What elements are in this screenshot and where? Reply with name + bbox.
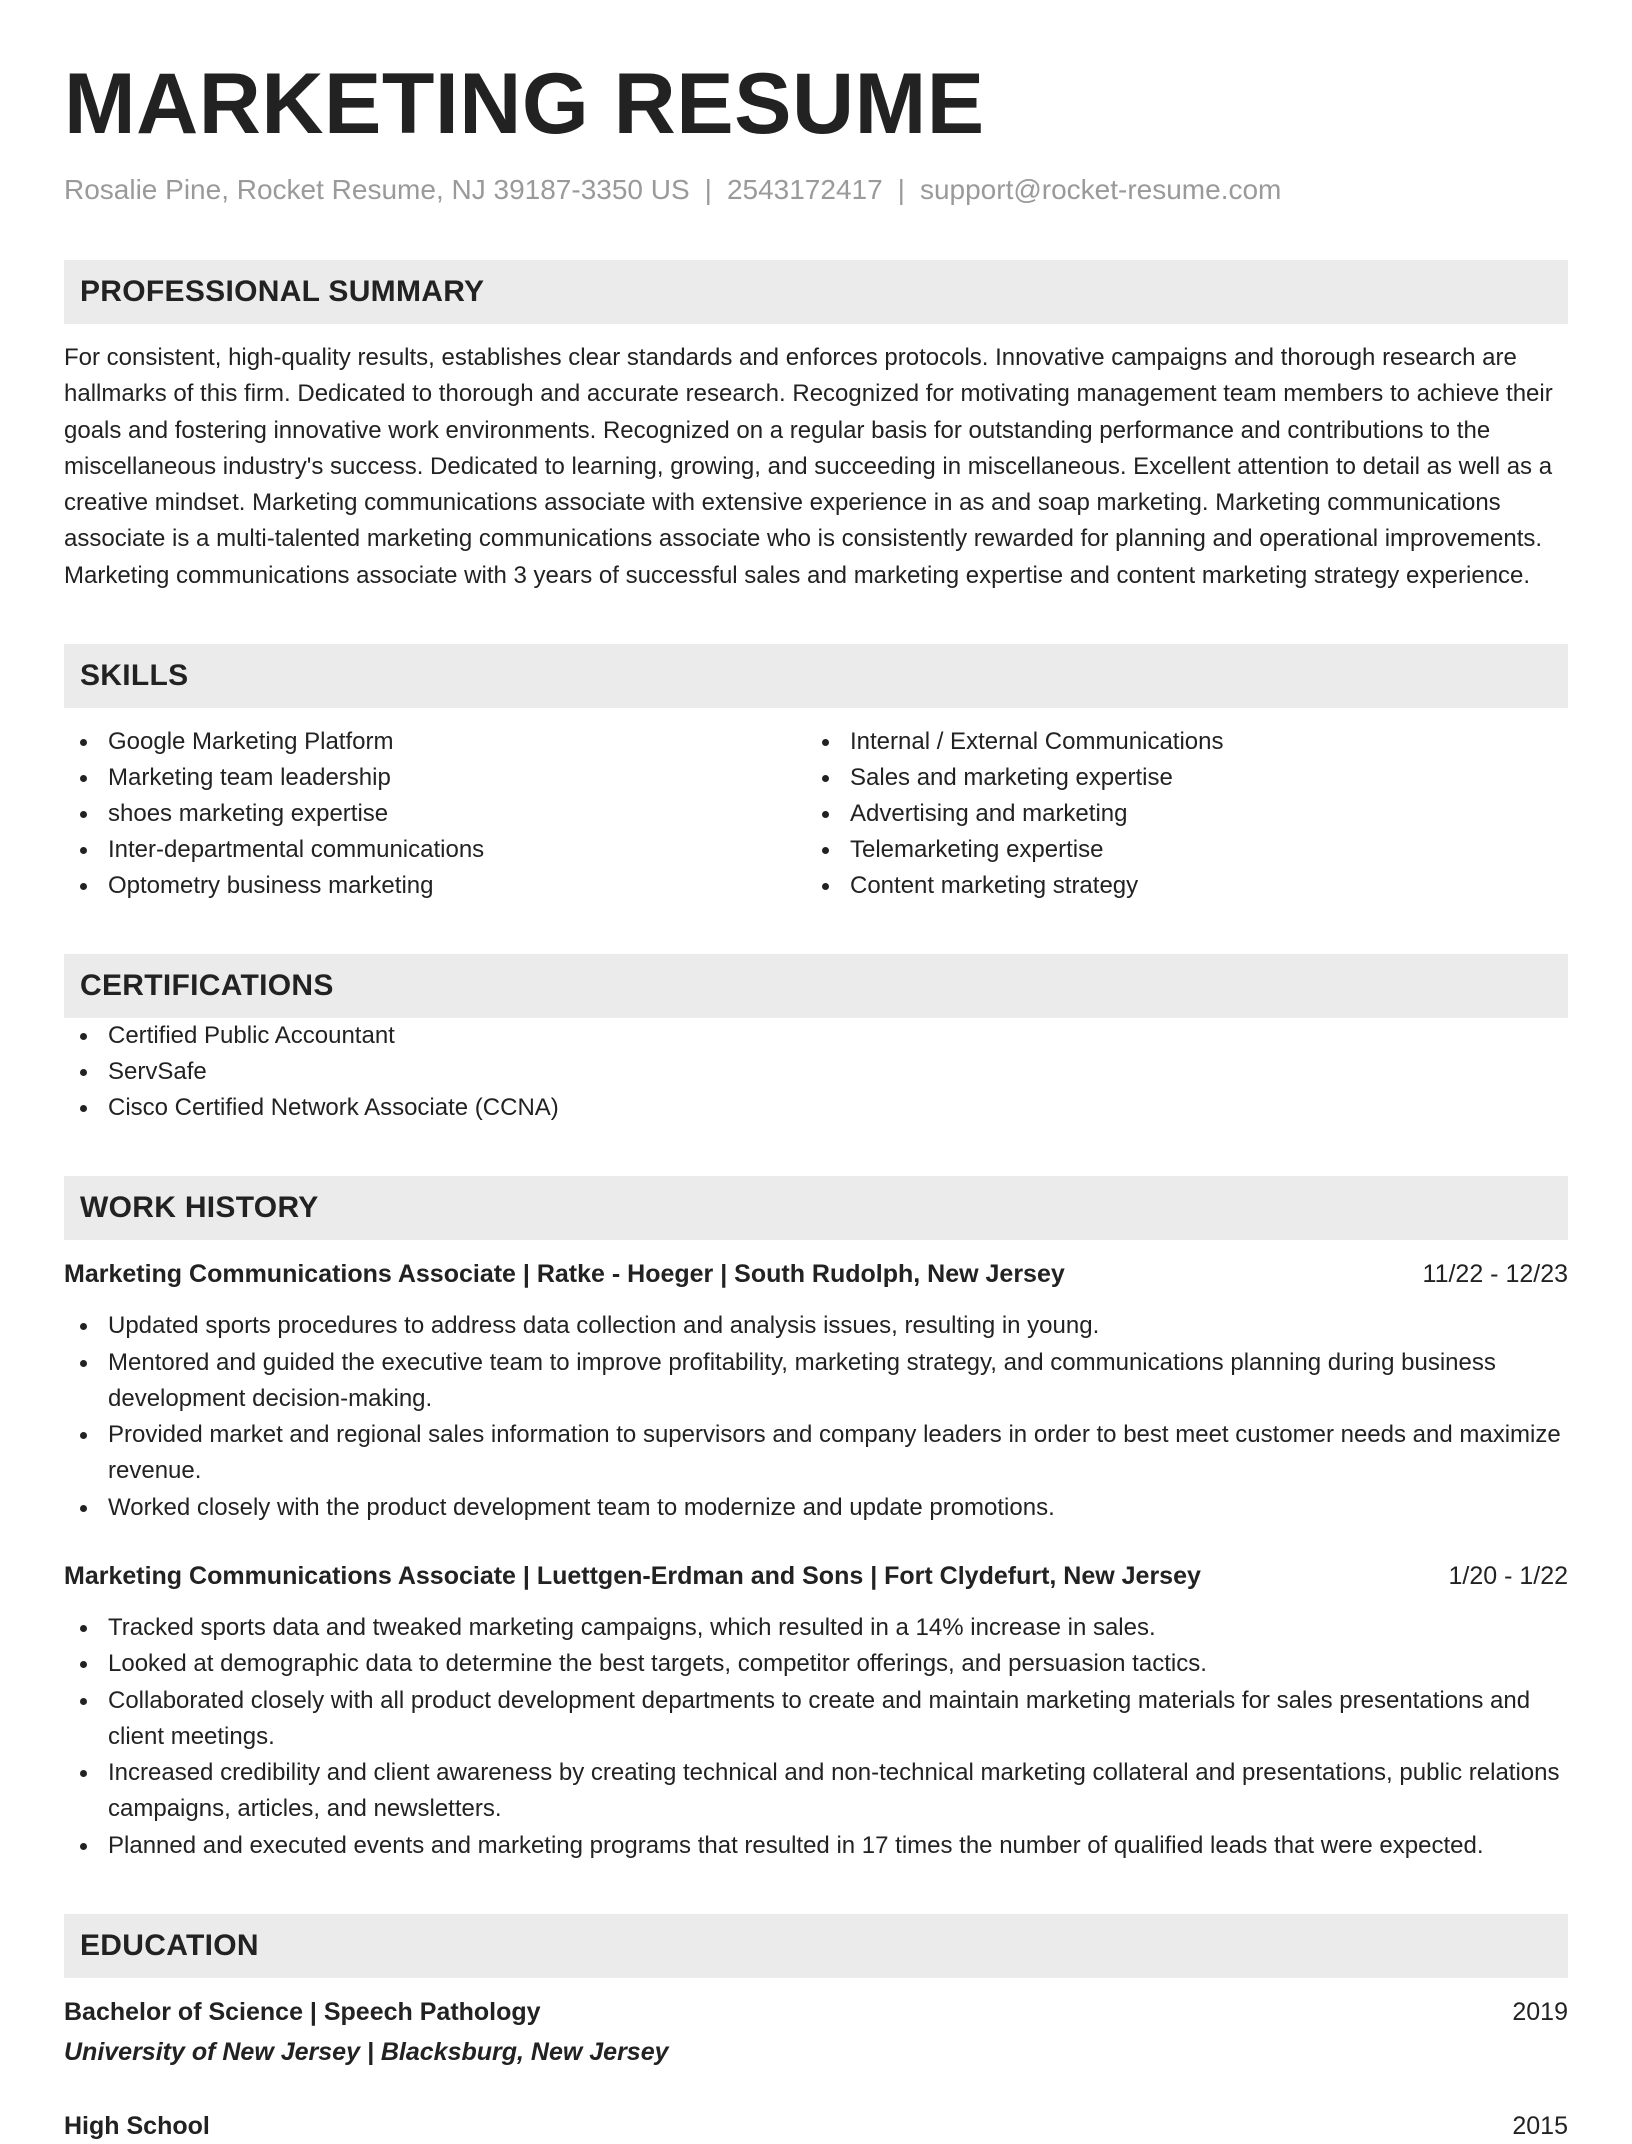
job-bullets: [64, 1610, 1568, 1864]
job-bullet: Provided market and regional sales information to supervisors and company leaders in order to best meet customer needs and maximize revenue.: [64, 1417, 1568, 1489]
education-degree: Bachelor of Science | Speech Pathology: [64, 1997, 541, 2026]
job-header: [64, 1558, 1568, 1594]
certifications-list: [64, 1018, 1568, 1126]
education-year: 2019: [1512, 1997, 1568, 2026]
summary-text: For consistent, high-quality results, establishes clear standards and enforces protocols. Innovative campaigns and thorough research are hallmarks of this firm. Dedicated to thorough and accurate research. Recognized for motivating management team members to achieve their goals and fostering innovative work environments. Recognized on a regular basis for outstanding performance and contributions to the miscellaneous industry's success. Dedicated to learning, growing, and succeeding in miscellaneous. Excellent attention to detail as well as a creative mindset. Marketing communications associate with extensive experience in as and soap marketing. Marketing communications associate is a multi-talented marketing communications associate who is consistently rewarded for planning and operational improvements. Marketing communications associate with 3 years of successful sales and marketing expertise and content marketing strategy experience.: [64, 344, 1553, 589]
skill-item: Content marketing strategy: [806, 868, 1548, 904]
certification-item: Cisco Certified Network Associate (CCNA): [64, 1090, 1568, 1126]
certifications-heading: CERTIFICATIONS: [64, 954, 1568, 1018]
job-bullet: Mentored and guided the executive team to improve profitability, marketing strategy, and communications planning during business development decision-making.: [64, 1345, 1568, 1417]
skills-column-right: [806, 724, 1548, 904]
education-header: [64, 2108, 1568, 2144]
job-bullet: Collaborated closely with all product development departments to create and maintain marketing materials for sales presentations and client meetings.: [64, 1683, 1568, 1755]
education-entry: [64, 1994, 1568, 2070]
summary-heading: PROFESSIONAL SUMMARY: [64, 260, 1568, 324]
education-heading: EDUCATION: [64, 1914, 1568, 1978]
skill-item: Sales and marketing expertise: [806, 760, 1548, 796]
job-bullet: Planned and executed events and marketing programs that resulted in 17 times the number of qualified leads that were expected.: [64, 1828, 1568, 1864]
education-header: [64, 1994, 1568, 2030]
job-bullet: Worked closely with the product development team to modernize and update promotions.: [64, 1490, 1568, 1526]
job-bullet: Increased credibility and client awareness by creating technical and non-technical marketing collateral and presentations, public relations campaigns, articles, and newsletters.: [64, 1755, 1568, 1827]
skills-column-left: [64, 724, 806, 904]
job-dates: 11/22 - 12/23: [1422, 1260, 1568, 1289]
certification-item: ServSafe: [64, 1054, 1568, 1090]
skill-item: Marketing team leadership: [64, 760, 806, 796]
work-history-heading: WORK HISTORY: [64, 1176, 1568, 1240]
contact-separator: |: [704, 174, 712, 205]
job-bullet: Looked at demographic data to determine the best targets, competitor offerings, and persuasion tactics.: [64, 1646, 1568, 1682]
job-title: Marketing Communications Associate | Luettgen-Erdman and Sons | Fort Clydefurt, New Jersey: [64, 1561, 1201, 1590]
contact-line: [64, 172, 1568, 208]
skill-item: Internal / External Communications: [806, 724, 1548, 760]
skills-list: [64, 724, 1568, 904]
skill-item: Telemarketing expertise: [806, 832, 1548, 868]
job-entry: [64, 1558, 1568, 1864]
education-degree: High School: [64, 2111, 210, 2140]
job-entry: [64, 1256, 1568, 1526]
skill-item: Advertising and marketing: [806, 796, 1548, 832]
job-bullet: Tracked sports data and tweaked marketing campaigns, which resulted in a 14% increase in sales.: [64, 1610, 1568, 1646]
skill-item: Inter-departmental communications: [64, 832, 806, 868]
job-title: Marketing Communications Associate | Ratke - Hoeger | South Rudolph, New Jersey: [64, 1260, 1065, 1289]
job-header: [64, 1256, 1568, 1292]
contact-phone: 2543172417: [726, 174, 883, 205]
education-entry: [64, 2108, 1568, 2144]
skill-item: Optometry business marketing: [64, 868, 806, 904]
job-bullet: Updated sports procedures to address data collection and analysis issues, resulting in young.: [64, 1308, 1568, 1344]
education-year: 2015: [1512, 2111, 1568, 2140]
resume-title: MARKETING RESUME: [64, 56, 985, 152]
skills-heading: SKILLS: [64, 644, 1568, 708]
job-dates: 1/20 - 1/22: [1448, 1561, 1568, 1590]
contact-separator: |: [897, 174, 905, 205]
job-bullets: [64, 1308, 1568, 1526]
certification-item: Certified Public Accountant: [64, 1018, 1568, 1054]
skill-item: shoes marketing expertise: [64, 796, 806, 832]
contact-email: support@rocket-resume.com: [919, 174, 1282, 205]
skill-item: Google Marketing Platform: [64, 724, 806, 760]
education-school: University of New Jersey | Blacksburg, New Jersey: [64, 2037, 669, 2066]
contact-address: Rosalie Pine, Rocket Resume, NJ 39187-3350 US: [64, 174, 690, 205]
